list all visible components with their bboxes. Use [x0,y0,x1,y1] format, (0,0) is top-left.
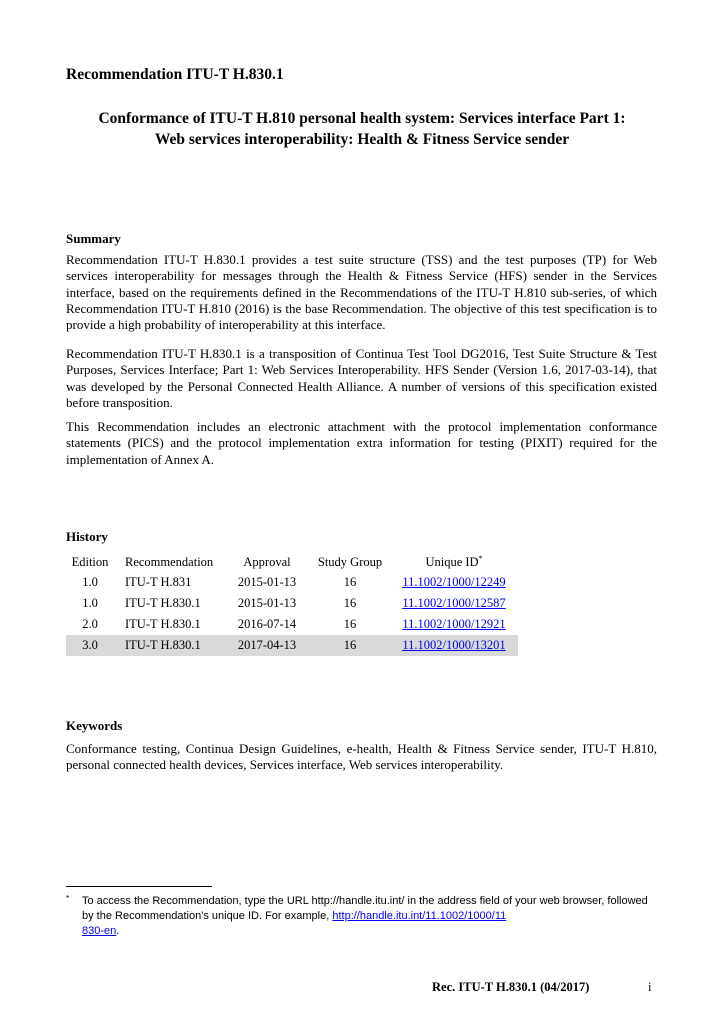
study-group-cell: 16 [310,635,390,656]
summary-paragraph-3: This Recommendation includes an electronic attachment with the protocol implementation conformance statements (PICS) and the protocol implementation extra information for testing (PIXIT) required for the implementation of Annex A. [66,419,657,467]
history-table [66,552,518,656]
recommendation-cell: ITU-T H.830.1 [114,635,224,656]
footnote-divider [66,886,212,887]
footnote-text: To access the Recommendation, type the URL http://handle.itu.int/ in the address field of your web browser, followed by the Recommendation's unique ID. For example, http://handle.itu.int/11.1002/1000/11 830-en. [82,895,648,937]
footnote-example-link[interactable]: http://handle.itu.int/11.1002/1000/11 830-en [82,910,507,937]
unique-id-cell [390,635,518,656]
col-header-edition: Edition [71,554,109,569]
unique-id-cell [390,593,518,614]
keywords-heading: Keywords [66,718,123,733]
unique-id-cell [390,572,518,593]
recommendation-title: Recommendation ITU-T H.830.1 [66,66,284,83]
unique-id-link[interactable]: 11.1002/1000/12921 [402,617,506,631]
unique-id-link[interactable]: 11.1002/1000/12587 [402,596,506,610]
approval-cell: 2015-01-13 [237,575,297,589]
recommendation-cell: ITU-T H.831 [125,575,192,589]
summary-paragraph-2: Recommendation ITU-T H.830.1 is a transposition of Continua Test Tool DG2016, Test Suite Structure & Test Purposes, Services Interface; Part 1: Web Services Interoperability. HFS Sender (Version 1.6, 2017-03-14), that was developed by the Personal Connected Health Alliance. A number of versions of this specification existed before transposition. [66,346,657,410]
recommendation-cell: ITU-T H.830.1 [125,596,201,610]
study-group-cell: 16 [343,575,357,589]
document-title [60,108,664,150]
history-header-row [66,552,518,572]
edition-cell: 1.0 [82,575,98,589]
page-number: i [648,980,652,994]
table-row [66,614,518,635]
table-row [66,572,518,593]
approval-cell: 2016-07-14 [237,617,297,631]
unique-id-cell [390,614,518,635]
table-row [66,593,518,614]
document-title-line-1: Conformance of ITU-T H.810 personal health system: Services interface Part 1: [98,110,626,127]
footnote-marker: * [66,894,70,903]
page-footer-label: Rec. ITU-T H.830.1 (04/2017) [432,980,590,994]
footnote-marker: * [478,553,483,563]
keywords-text: Conformance testing, Continua Design Guidelines, e-health, Health & Fitness Service sender, ITU-T H.810, personal connected health devices, Services interface, Web services interoperability. [66,741,657,773]
study-group-cell: 16 [343,617,357,631]
study-group-cell: 16 [343,596,357,610]
edition-cell: 2.0 [82,617,98,631]
history-heading: History [66,529,108,544]
col-header-study-group: Study Group [317,554,383,569]
approval-cell: 2015-01-13 [237,596,297,610]
summary-paragraph-1: Recommendation ITU-T H.830.1 provides a test suite structure (TSS) and the test purposes (TP) for Web services interoperability for messages through the Health & Fitness Service (HFS) sender in the Services interface, based on the requirements defined in the Recommendations of the ITU-T H.810 sub-series, of which Recommendation ITU-T H.810 (2016) is the base Recommendation. The objective of this test specification is to provide a high probability of interoperability at this interface. [66,252,657,333]
recommendation-cell: ITU-T H.830.1 [125,617,201,631]
table-row-current [66,635,518,656]
col-header-unique-id: Unique ID* [425,553,483,569]
approval-cell: 2017-04-13 [224,635,310,656]
unique-id-link[interactable]: 11.1002/1000/13201 [402,638,506,652]
col-header-recommendation: Recommendation [125,554,214,569]
edition-cell: 1.0 [82,596,98,610]
edition-cell: 3.0 [66,635,114,656]
document-title-line-2: Web services interoperability: Health & Fitness Service sender [154,131,570,148]
footnote [66,894,658,939]
summary-heading: Summary [66,231,121,246]
unique-id-link[interactable]: 11.1002/1000/12249 [402,575,506,589]
col-header-approval: Approval [243,554,291,569]
